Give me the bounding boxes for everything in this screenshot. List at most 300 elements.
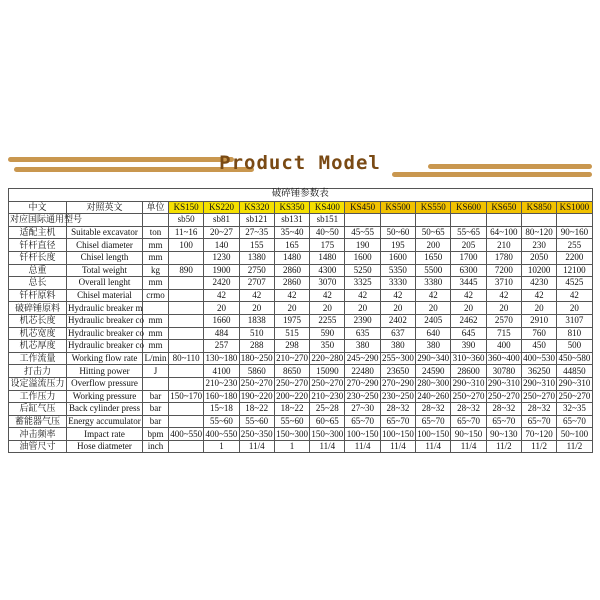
table-row — [9, 340, 593, 353]
table-cell — [169, 314, 204, 327]
table-cell: 42 — [310, 289, 345, 302]
table-cell: 250~270 — [240, 378, 273, 389]
table-cell: 100~150 — [346, 428, 379, 439]
table-row — [9, 277, 593, 290]
table-cell: 44850 — [557, 365, 592, 378]
table-cell — [169, 277, 204, 290]
model-header: KS500 — [380, 201, 415, 214]
table-cell: 210~230 — [311, 390, 344, 401]
table-cell: 32~35 — [557, 403, 592, 416]
row-unit — [143, 377, 169, 390]
table-cell: 20 — [416, 302, 451, 315]
table-cell: 11~16 — [169, 226, 204, 239]
table-cell: 28~32 — [486, 403, 521, 416]
table-cell: sb81 — [204, 214, 239, 227]
table-cell: 5500 — [416, 264, 451, 277]
table-cell — [169, 251, 204, 264]
table-cell: 20 — [239, 302, 274, 315]
table-cell: 637 — [380, 327, 415, 340]
row-label-cn: 蓄能器气压 — [9, 415, 67, 428]
row-label-en: Chisel material — [67, 289, 143, 302]
table-row — [9, 314, 593, 327]
table-cell: 2462 — [451, 314, 486, 327]
table-cell: 290~310 — [452, 378, 485, 389]
table-cell: 210 — [486, 239, 521, 252]
table-cell: 400~550 — [205, 428, 238, 439]
model-header: KS150 — [169, 201, 204, 214]
row-unit: inch — [143, 440, 169, 453]
table-cell: 1650 — [416, 251, 451, 264]
row-label-cn: 打击力 — [9, 365, 67, 378]
table-cell: 18~22 — [239, 403, 274, 416]
table-cell: 1600 — [380, 251, 415, 264]
table-cell: 65~70 — [416, 415, 451, 428]
table-cell: 2707 — [239, 277, 274, 290]
table-cell: 90~160 — [557, 226, 592, 239]
table-cell: 64~100 — [486, 226, 521, 239]
table-cell: 255 — [557, 239, 592, 252]
table-cell: 55~60 — [274, 415, 309, 428]
table-cell: 11/2 — [557, 440, 592, 453]
caption-row — [9, 189, 593, 202]
table-cell: 190 — [345, 239, 380, 252]
table-cell: 1380 — [239, 251, 274, 264]
table-cell: 210~230 — [205, 378, 238, 389]
table-cell: 1600 — [345, 251, 380, 264]
table-row — [9, 251, 593, 264]
table-cell: 80~120 — [521, 226, 556, 239]
table-cell: 810 — [557, 327, 592, 340]
model-header: KS650 — [486, 201, 521, 214]
table-cell: 200~220 — [276, 390, 308, 401]
table-cell — [169, 415, 204, 428]
table-cell: 760 — [521, 327, 556, 340]
table-cell: 50~100 — [557, 428, 592, 441]
table-cell: 2405 — [416, 314, 451, 327]
row-unit: mm — [143, 277, 169, 290]
table-cell: 3107 — [557, 314, 592, 327]
row-label-cn: 钎杆长度 — [9, 251, 67, 264]
row-unit — [143, 214, 169, 227]
table-cell: 150~170 — [170, 390, 203, 401]
table-cell: 645 — [451, 327, 486, 340]
table-cell: 230 — [521, 239, 556, 252]
table-cell: 270~290 — [346, 378, 379, 389]
table-cell: 3325 — [345, 277, 380, 290]
table-cell — [521, 214, 556, 227]
row-label-cn: 冲击频率 — [9, 428, 67, 441]
table-cell: 36250 — [521, 365, 556, 378]
table-cell: 100 — [169, 239, 204, 252]
header-cn: 中文 — [9, 201, 67, 214]
row-label-cn: 总重 — [9, 264, 67, 277]
row-label-cn: 后缸气压 — [9, 403, 67, 416]
row-label-cn: 破碎锤原料 — [9, 302, 67, 315]
table-cell: 130~180 — [205, 353, 238, 364]
table-cell: 65~70 — [486, 415, 521, 428]
row-unit: ton — [143, 226, 169, 239]
table-cell: 250~350 — [240, 428, 273, 439]
table-cell: 290~310 — [558, 378, 591, 389]
table-cell: 42 — [486, 289, 521, 302]
table-cell: 27~35 — [239, 226, 274, 239]
table-row — [9, 440, 593, 453]
row-label-en: Impact rate — [67, 428, 143, 441]
table-cell: 270~290 — [381, 378, 414, 389]
row-label-en: Working pressure — [67, 390, 143, 403]
table-cell: 65~70 — [521, 415, 556, 428]
table-cell: 12100 — [557, 264, 592, 277]
row-unit — [143, 302, 169, 315]
table-cell: 2390 — [345, 314, 380, 327]
table-row — [9, 365, 593, 378]
table-cell: 20~27 — [204, 226, 239, 239]
row-label-cn: 对应国际通用型号 — [10, 214, 83, 225]
table-cell: 1 — [204, 440, 239, 453]
table-cell: 4230 — [521, 277, 556, 290]
table-cell: 11/4 — [239, 440, 274, 453]
table-cell: 42 — [274, 289, 309, 302]
row-label-en: Hose diatmeter — [67, 440, 143, 453]
table-cell: 890 — [169, 264, 204, 277]
table-cell: 2860 — [274, 264, 309, 277]
table-cell: 250~270 — [523, 390, 556, 401]
model-header: KS1000 — [557, 201, 592, 214]
row-unit: crmo — [143, 289, 169, 302]
table-cell: 42 — [521, 289, 556, 302]
table-cell: 1 — [274, 440, 309, 453]
table-cell: 1700 — [451, 251, 486, 264]
row-unit: J — [143, 365, 169, 378]
table-row — [9, 214, 593, 227]
table-cell: 400~530 — [523, 353, 556, 364]
table-cell: 250~270 — [558, 390, 591, 401]
table-cell — [169, 403, 204, 416]
row-label-en: Suitable excavator — [67, 226, 143, 239]
table-cell: 380 — [380, 340, 415, 353]
table-cell: 100~150 — [417, 428, 450, 439]
table-cell: 635 — [345, 327, 380, 340]
table-cell: 510 — [239, 327, 274, 340]
table-cell: 20 — [521, 302, 556, 315]
table-cell: 65~70 — [451, 415, 486, 428]
header-row — [9, 201, 593, 214]
title-banner — [0, 150, 600, 180]
table-cell: 245~290 — [346, 353, 379, 364]
row-label-en: Total weight — [67, 264, 143, 277]
table-cell: 1975 — [274, 314, 309, 327]
table-cell: 27~30 — [345, 403, 380, 416]
table-cell: 90~130 — [486, 428, 521, 441]
model-header: KS400 — [310, 201, 345, 214]
table-cell: 25~28 — [310, 403, 345, 416]
table-cell: 28600 — [451, 365, 486, 378]
row-label-en: Hydraulic breaker co — [68, 315, 144, 326]
table-cell: 20 — [204, 302, 239, 315]
table-cell — [169, 289, 204, 302]
row-label-en: Overflow pressure — [67, 377, 143, 390]
table-cell: 140 — [204, 239, 239, 252]
table-cell: 6300 — [451, 264, 486, 277]
row-label-en: Hitting power — [67, 365, 143, 378]
table-cell: 42 — [345, 289, 380, 302]
table-cell — [486, 214, 521, 227]
table-cell: 42 — [451, 289, 486, 302]
table-cell: 3445 — [451, 277, 486, 290]
table-cell: 20 — [486, 302, 521, 315]
row-label-en: Back cylinder press — [67, 403, 143, 416]
table-cell: 195 — [380, 239, 415, 252]
table-cell: 11/4 — [345, 440, 380, 453]
table-cell: 500 — [557, 340, 592, 353]
row-label-cn: 设定溢流压力 — [10, 378, 65, 389]
table-cell: 290~310 — [487, 378, 520, 389]
model-header: KS600 — [451, 201, 486, 214]
table-cell: sb131 — [274, 214, 309, 227]
table-cell: 18~22 — [274, 403, 309, 416]
table-cell: 42 — [380, 289, 415, 302]
table-cell: 23650 — [380, 365, 415, 378]
table-cell: 28~32 — [416, 403, 451, 416]
table-cell: 310~360 — [452, 353, 485, 364]
table-cell: 400~550 — [170, 428, 203, 439]
table-cell: 42 — [416, 289, 451, 302]
table-cell: 380 — [345, 340, 380, 353]
table-cell: 40~50 — [310, 226, 345, 239]
row-label-en: Overall lenght — [67, 277, 143, 290]
table-row — [9, 352, 593, 365]
row-label-cn: 总长 — [9, 277, 67, 290]
table-cell — [169, 377, 204, 390]
model-header: KS850 — [521, 201, 556, 214]
table-cell: 400 — [486, 340, 521, 353]
table-cell — [345, 214, 380, 227]
table-cell: 5350 — [380, 264, 415, 277]
model-header: KS350 — [274, 201, 309, 214]
table-cell: 70~120 — [521, 428, 556, 441]
table-cell: 11/4 — [310, 440, 345, 453]
table-row — [9, 415, 593, 428]
row-label-cn: 钎杆直径 — [9, 239, 67, 252]
table-cell: 28~32 — [521, 403, 556, 416]
table-cell — [416, 214, 451, 227]
table-cell: 250~270 — [276, 378, 308, 389]
table-cell: 450 — [521, 340, 556, 353]
table-cell: 484 — [204, 327, 239, 340]
table-cell — [169, 440, 204, 453]
table-cell: 55~60 — [204, 415, 239, 428]
table-row — [9, 264, 593, 277]
table-cell: 20 — [274, 302, 309, 315]
table-cell — [451, 214, 486, 227]
row-unit: L/min — [144, 353, 167, 364]
row-label-en: Energy accumulator — [68, 415, 141, 426]
table-cell: 4525 — [557, 277, 592, 290]
table-cell: 30780 — [486, 365, 521, 378]
row-unit: mm — [143, 251, 169, 264]
row-label-en: Hydraulic breaker co — [68, 340, 144, 351]
table-cell: 175 — [310, 239, 345, 252]
row-label-en: Hydraulic breaker co — [68, 327, 144, 338]
table-cell: 298 — [274, 340, 309, 353]
row-label-cn: 工作流量 — [9, 352, 67, 365]
table-cell: 15~18 — [204, 403, 239, 416]
table-cell: 2420 — [204, 277, 239, 290]
table-cell: 450~580 — [558, 353, 591, 364]
row-unit: mm — [143, 314, 169, 327]
table-cell: sb151 — [310, 214, 345, 227]
table-cell: 590 — [310, 327, 345, 340]
table-cell: 150~300 — [276, 428, 308, 439]
table-row — [9, 377, 593, 390]
table-cell — [169, 340, 204, 353]
row-label-en: Chisel diameter — [67, 239, 143, 252]
table-cell: 42 — [204, 289, 239, 302]
table-cell: 55~65 — [451, 226, 486, 239]
table-cell: 2860 — [274, 277, 309, 290]
table-cell: sb121 — [239, 214, 274, 227]
table-cell: 20 — [310, 302, 345, 315]
row-unit: bar — [143, 415, 169, 428]
table-cell: 250~270 — [487, 390, 520, 401]
row-unit: mm — [143, 327, 169, 340]
table-cell: 250~270 — [311, 378, 344, 389]
table-row — [9, 390, 593, 403]
table-cell: 3330 — [380, 277, 415, 290]
table-cell: 155 — [239, 239, 274, 252]
table-cell: 200 — [416, 239, 451, 252]
table-cell: 5250 — [345, 264, 380, 277]
table-row — [9, 428, 593, 441]
table-cell: 150~300 — [311, 428, 344, 439]
table-cell: 11/4 — [451, 440, 486, 453]
table-row — [9, 289, 593, 302]
table-cell: 2402 — [380, 314, 415, 327]
table-caption: 破碎锤参数表 — [9, 189, 593, 202]
table-row — [9, 302, 593, 315]
table-cell: 80~110 — [169, 352, 204, 365]
model-header: KS220 — [204, 201, 239, 214]
table-cell: 7200 — [486, 264, 521, 277]
table-cell: 35~40 — [274, 226, 309, 239]
table-cell: 90~150 — [451, 428, 486, 441]
table-cell: 288 — [239, 340, 274, 353]
table-cell: 640 — [416, 327, 451, 340]
table-cell: 390 — [451, 340, 486, 353]
table-cell: 11/4 — [380, 440, 415, 453]
model-header: KS550 — [416, 201, 451, 214]
table-cell: 15090 — [310, 365, 345, 378]
table-cell: 20 — [345, 302, 380, 315]
table-cell: 20 — [380, 302, 415, 315]
table-cell: 4100 — [204, 365, 239, 378]
table-cell: 280~300 — [417, 378, 450, 389]
table-row — [9, 239, 593, 252]
table-cell: 1230 — [204, 251, 239, 264]
table-cell: 250~270 — [452, 390, 485, 401]
table-cell: 1480 — [310, 251, 345, 264]
row-unit: bpm — [143, 428, 169, 441]
table-cell: 230~250 — [346, 390, 379, 401]
table-cell — [169, 365, 204, 378]
table-cell: 11/2 — [486, 440, 521, 453]
table-cell: 240~260 — [417, 390, 450, 401]
table-cell: 24590 — [416, 365, 451, 378]
row-unit: bar — [143, 390, 169, 403]
row-label-cn: 钎杆原料 — [9, 289, 67, 302]
table-cell: 230~250 — [381, 390, 414, 401]
table-cell: 8650 — [274, 365, 309, 378]
row-label-cn: 机芯厚度 — [9, 340, 67, 353]
table-cell: 210~270 — [276, 353, 308, 364]
table-cell: sb50 — [169, 214, 204, 227]
table-cell: 55~60 — [239, 415, 274, 428]
table-cell: 1780 — [486, 251, 521, 264]
table-cell: 100~150 — [381, 428, 414, 439]
table-cell: 4300 — [310, 264, 345, 277]
spec-table — [8, 188, 593, 453]
table-cell: 257 — [204, 340, 239, 353]
table-cell: 5860 — [239, 365, 274, 378]
table-cell: 255~300 — [381, 353, 414, 364]
table-cell: 715 — [486, 327, 521, 340]
table-cell: 60~65 — [310, 415, 345, 428]
row-label-cn: 工作压力 — [9, 390, 67, 403]
table-cell: 190~220 — [240, 390, 273, 401]
header-unit: 单位 — [143, 201, 169, 214]
table-cell: 290~310 — [523, 378, 556, 389]
table-cell: 10200 — [521, 264, 556, 277]
table-cell: 360~400 — [487, 353, 520, 364]
row-label-en: Working flow rate — [67, 352, 143, 365]
table-cell: 220~280 — [311, 353, 344, 364]
table-cell: 50~65 — [416, 226, 451, 239]
table-cell: 3070 — [310, 277, 345, 290]
row-unit: bar — [143, 403, 169, 416]
table-cell: 1838 — [239, 314, 274, 327]
table-cell: 65~70 — [380, 415, 415, 428]
table-cell: 350 — [310, 340, 345, 353]
table-cell: 515 — [274, 327, 309, 340]
table-row — [9, 327, 593, 340]
row-label-cn: 机芯长度 — [9, 314, 67, 327]
table-cell: 2570 — [486, 314, 521, 327]
row-label-en: Chisel length — [67, 251, 143, 264]
table-cell: 205 — [451, 239, 486, 252]
row-label-cn: 油管尺寸 — [9, 440, 67, 453]
row-label-cn: 适配主机 — [9, 226, 67, 239]
row-label-en: Hydraulic breaker m — [68, 302, 143, 313]
table-cell: 20 — [557, 302, 592, 315]
table-cell: 28~32 — [451, 403, 486, 416]
page-title: Product Model — [219, 152, 381, 174]
table-cell — [380, 214, 415, 227]
table-cell — [169, 302, 204, 315]
table-cell: 2910 — [521, 314, 556, 327]
row-label-cn: 机芯宽度 — [9, 327, 67, 340]
table-row — [9, 226, 593, 239]
table-cell: 1480 — [274, 251, 309, 264]
table-cell — [557, 214, 592, 227]
table-cell: 65~70 — [345, 415, 380, 428]
table-cell: 20 — [451, 302, 486, 315]
table-cell: 22480 — [345, 365, 380, 378]
table-cell: 380 — [416, 340, 451, 353]
table-cell: 160~180 — [205, 390, 238, 401]
table-cell: 290~340 — [417, 353, 450, 364]
table-cell: 165 — [274, 239, 309, 252]
table-cell: 28~32 — [380, 403, 415, 416]
